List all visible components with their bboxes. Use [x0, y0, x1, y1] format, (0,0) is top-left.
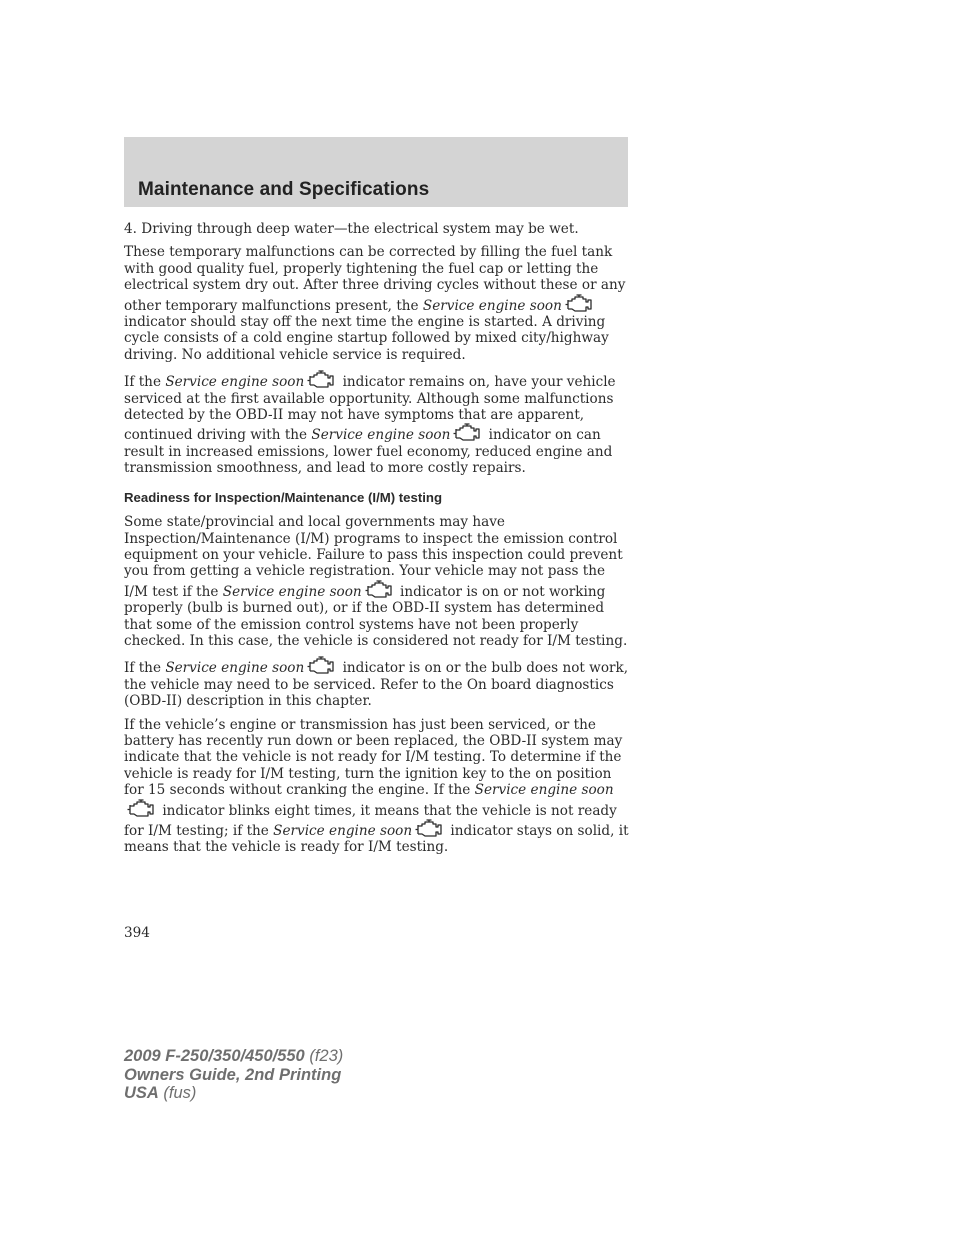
paragraph-6: If the vehicle’s engine or transmission has just been serviced, or the battery has recently run down or been replaced, the OBD-II system may indicate that the vehicle is not ready for I/M testing. To determine if the vehicle is ready for I/M testing, turn the ignition key to the on position for 15 seconds without cranking the engine. If the Service engine soon indicator blinks eight times, it means that the vehicle is not ready for I/M testing; if the Service engine soon indicator stays on solid, it means that the vehicle is ready for I/M testing.	[124, 716, 629, 856]
check-engine-icon	[306, 656, 336, 676]
check-engine-icon	[364, 580, 394, 600]
subheading-im-testing: Readiness for Inspection/Maintenance (I/M) testing	[124, 489, 443, 505]
paragraph-3: If the Service engine soon indicator remains on, have your vehicle serviced at the first available opportunity. Although some malfunctions detected by the OBD-II may not have symptoms that are apparent, continued driving with the Service engine soon indicator on can result in increased emissions, lower fuel economy, reduced engine and transmission smoothness, and lead to more costly repairs.	[124, 370, 630, 476]
paragraph-4: Some state/provincial and local governments may have Inspection/Maintenance (I/M) programs to inspect the emission control equipment on your vehicle. Failure to pass this inspection could prevent you from getting a vehicle registration. Your vehicle may not pass the I/M test if the Service engine soon indicator is on or not working properly (bulb is burned out), or if the OBD-II system has determined that some of the emission control systems have not been properly checked. In this case, the vehicle is considered not ready for I/M testing.	[124, 514, 628, 649]
indicator-name: Service engine soon	[474, 782, 614, 799]
footer-guide-line: Owners Guide, 2nd Printing	[124, 1065, 342, 1084]
footer-model-line: 2009 F-250/350/450/550 (f23)	[124, 1047, 344, 1065]
indicator-name: Service engine soon	[165, 660, 305, 677]
paragraph-5: If the Service engine soon indicator is on or the bulb does not work, the vehicle may need to be serviced. Refer to the On board diagnostics (OBD-II) description in this chapter.	[124, 656, 630, 709]
check-engine-icon	[126, 799, 156, 819]
page-number: 394	[124, 925, 150, 941]
section-header	[124, 137, 628, 207]
indicator-name: Service engine soon	[422, 297, 562, 314]
document-footer	[124, 1047, 343, 1103]
check-engine-icon	[306, 370, 336, 390]
indicator-name: Service engine soon	[165, 374, 305, 391]
check-engine-icon	[564, 294, 594, 314]
check-engine-icon	[414, 819, 444, 839]
section-title: Maintenance and Specifications	[138, 179, 430, 200]
paragraph-2: These temporary malfunctions can be corrected by filling the fuel tank with good quality fuel, properly tightening the fuel cap or letting the electrical system dry out. After three driving cycles without these or any other temporary malfunctions present, the Service engine soon indicator should stay off the next time the engine is started. A driving cycle consists of a cold engine startup followed by mixed city/highway driving. No additional vehicle service is required.	[124, 244, 626, 363]
indicator-name: Service engine soon	[311, 427, 451, 444]
paragraph-1: 4. Driving through deep water—the electrical system may be wet.	[124, 221, 579, 237]
indicator-name: Service engine soon	[222, 583, 362, 600]
indicator-name: Service engine soon	[273, 823, 413, 839]
page-content	[124, 221, 630, 863]
footer-region-line: USA (fus)	[124, 1084, 197, 1102]
check-engine-icon	[452, 423, 482, 443]
